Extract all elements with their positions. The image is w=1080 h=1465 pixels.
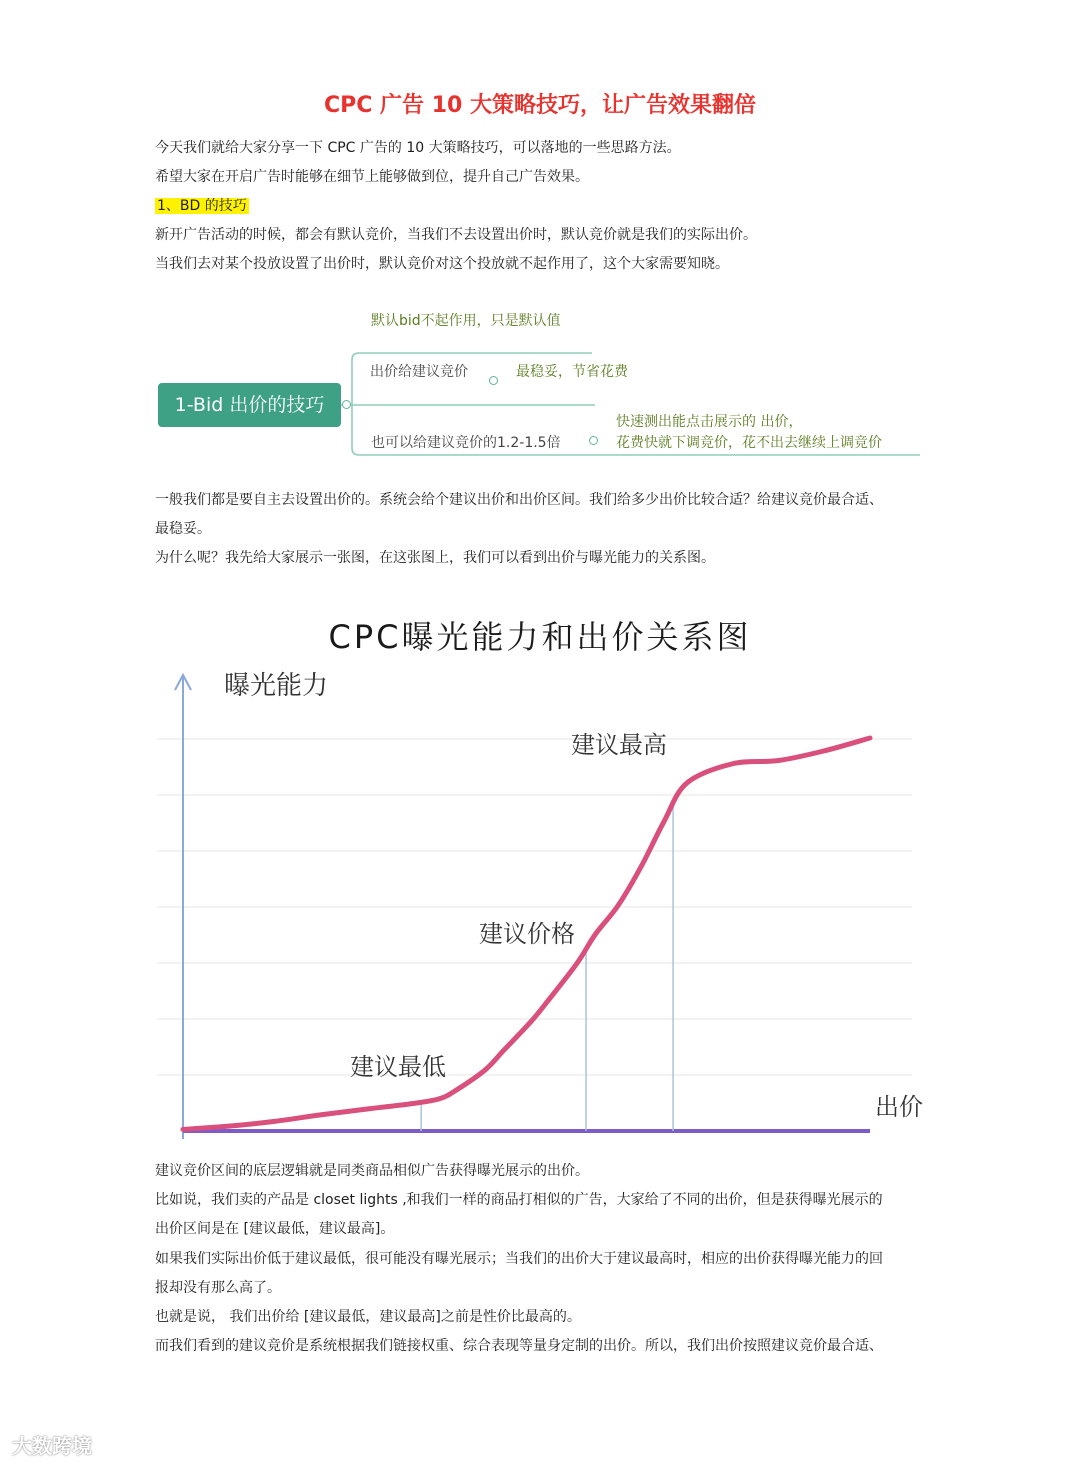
mindmap-branch-2-note-line-2: 花费快就下调竞价，花不出去继续上调竞价 xyxy=(616,435,882,451)
mindmap-branch-2-note-line-1: 快速测出能点击展示的 出价， xyxy=(616,414,803,430)
annotation-min: 建议最低 xyxy=(350,1053,446,1081)
mindmap-root: 1-Bid 出价的技巧 xyxy=(158,383,341,427)
y-axis-label: 曝光能力 xyxy=(224,671,329,701)
outro-paragraph-2: 比如说，我们卖的产品是 closet lights ,和我们一样的商品打相似的广告，大家给了不同的出价，但是获得曝光展示的 xyxy=(155,1192,883,1208)
middle-paragraph-1: 一般我们都是要自主去设置出价的。系统会给个建议出价和出价区间。我们给多少出价比较合适？给建议竞价最合适、 xyxy=(155,492,883,508)
middle-paragraph-3: 为什么呢？我先给大家展示一张图，在这张图上，我们可以看到出价与曝光能力的关系图。 xyxy=(155,550,715,566)
outro-paragraph-4: 如果我们实际出价低于建议最低，很可能没有曝光展示；当我们的出价大于建议最高时，相应的出价获得曝光能力的回 xyxy=(155,1251,883,1267)
section-paragraph-1: 新开广告活动的时候，都会有默认竞价，当我们不去设置出价时，默认竞价就是我们的实际出价。 xyxy=(155,227,757,243)
annotation-max: 建议最高 xyxy=(571,731,667,759)
annotation-suggested: 建议价格 xyxy=(479,920,575,948)
outro-paragraph-5: 报却没有那么高了。 xyxy=(155,1280,281,1296)
mindmap-top-note: 默认bid不起作用，只是默认值 xyxy=(371,313,561,329)
watermark-logo: 大数跨境 xyxy=(12,1434,92,1458)
x-axis-label: 出价 xyxy=(875,1093,923,1121)
intro-paragraph-1: 今天我们就给大家分享一下 CPC 广告的 10 大策略技巧，可以落地的一些思路方法。 xyxy=(155,140,681,156)
mindmap-branch-2: 也可以给建议竞价的1.2-1.5倍 xyxy=(371,435,561,451)
outro-paragraph-3: 出价区间是在 [建议最低，建议最高]。 xyxy=(155,1221,395,1237)
outro-paragraph-6: 也就是说， 我们出价给 [建议最低，建议最高]之前是性价比最高的。 xyxy=(155,1309,581,1325)
section-heading-text: 1、BD 的技巧 xyxy=(157,198,247,214)
outro-paragraph-7: 而我们看到的建议竞价是系统根据我们链接权重、综合表现等量身定制的出价。所以，我们出价按照建议竞价最合适、 xyxy=(155,1338,883,1354)
middle-paragraph-2: 最稳妥。 xyxy=(155,521,211,537)
article-title: CPC 广告 10 大策略技巧，让广告效果翻倍 xyxy=(323,93,756,118)
mindmap-branch-1: 出价给建议竞价 xyxy=(370,364,468,380)
outro-paragraph-1: 建议竞价区间的底层逻辑就是同类商品相似广告获得曝光展示的出价。 xyxy=(155,1163,589,1179)
chart-title: CPC曝光能力和出价关系图 xyxy=(328,618,752,656)
section-paragraph-2: 当我们去对某个投放设置了出价时，默认竞价对这个投放就不起作用了，这个大家需要知晓。 xyxy=(155,256,729,272)
intro-paragraph-2: 希望大家在开启广告时能够在细节上能够做到位，提升自己广告效果。 xyxy=(155,169,589,185)
mindmap-branch-1-note: 最稳妥，节省花费 xyxy=(516,364,628,380)
